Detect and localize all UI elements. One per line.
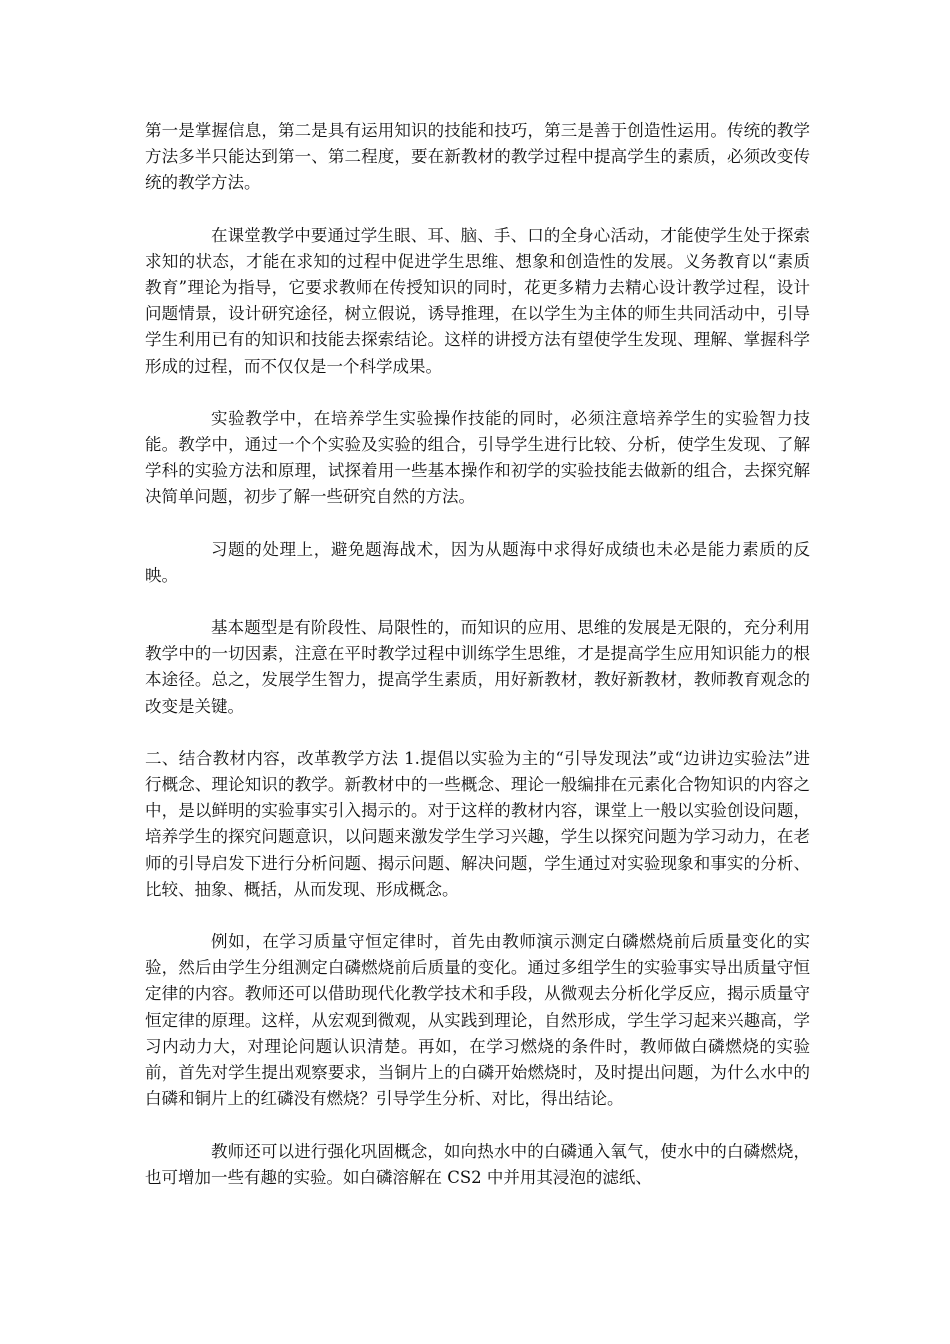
paragraph-5: 基本题型是有阶段性、局限性的，而知识的应用、思维的发展是无限的，充分利用教学中的一切因素，注意在平时教学过程中训练学生思维，才是提高学生应用知识能力的根本途径。总之，发展学生智力，提高学生素质，用好新教材，教好新教材，教师教育观念的改变是关键。	[145, 618, 810, 716]
paragraph-1: 第一是掌握信息，第二是具有运用知识的技能和技巧，第三是善于创造性运用。传统的教学方法多半只能达到第一、第二程度，要在新教材的教学过程中提高学生的素质，必须改变传统的教学方法。	[145, 121, 810, 193]
paragraph-8: 教师还可以进行强化巩固概念，如向热水中的白磷通入氧气，使水中的白磷燃烧，也可增加一些有趣的实验。如白磷溶解在 CS2 中并用其浸泡的滤纸、	[145, 1141, 810, 1187]
paragraph-7: 例如，在学习质量守恒定律时，首先由教师演示测定白磷燃烧前后质量变化的实验，然后由学生分组测定白磷燃烧前后质量的变化。通过多组学生的实验事实导出质量守恒定律的内容。教师还可以借助现代化教学技术和手段，从微观去分析化学反应，揭示质量守恒定律的原理。这样，从宏观到微观，从实践到理论，自然形成，学生学习起来兴趣高，学习内动力大，对理论问题认识清楚。再如，在学习燃烧的条件时，教师做白磷燃烧的实验前，首先对学生提出观察要求，当铜片上的白磷开始燃烧时，及时提出问题，为什么水中的白磷和铜片上的红磷没有燃烧？引导学生分析、对比，得出结论。	[145, 932, 810, 1109]
paragraph-6: 二、结合教材内容，改革教学方法 1.提倡以实验为主的“引导发现法”或“边讲边实验法”进行概念、理论知识的教学。新教材中的一些概念、理论一般编排在元素化合物知识的内容之中，是以鲜明的实验事实引入揭示的。对于这样的教材内容，课堂上一般以实验创设问题，培养学生的探究问题意识，以问题来激发学生学习兴趣，学生以探究问题为学习动力，在老师的引导启发下进行分析问题、揭示问题、解决问题，学生通过对实验现象和事实的分析、比较、抽象、概括，从而发现、形成概念。	[145, 748, 810, 899]
document-page	[145, 118, 810, 1191]
paragraph-2: 在课堂教学中要通过学生眼、耳、脑、手、口的全身心活动，才能使学生处于探索求知的状态，才能在求知的过程中促进学生思维、想象和创造性的发展。义务教育以“素质教育”理论为指导，它要求教师在传授知识的同时，花更多精力去精心设计教学过程，设计问题情景，设计研究途径，树立假说，诱导推理，在以学生为主体的师生共同活动中，引导学生利用已有的知识和技能去探索结论。这样的讲授方法有望使学生发现、理解、掌握科学形成的过程，而不仅仅是一个科学成果。	[145, 225, 810, 376]
paragraph-4: 习题的处理上，避免题海战术，因为从题海中求得好成绩也未必是能力素质的反映。	[145, 539, 810, 585]
paragraph-3: 实验教学中，在培养学生实验操作技能的同时，必须注意培养学生的实验智力技能。教学中，通过一个个实验及实验的组合，引导学生进行比较、分析，使学生发现、了解学科的实验方法和原理，试探着用一些基本操作和初学的实验技能去做新的组合，去探究解决简单问题，初步了解一些研究自然的方法。	[145, 408, 810, 507]
